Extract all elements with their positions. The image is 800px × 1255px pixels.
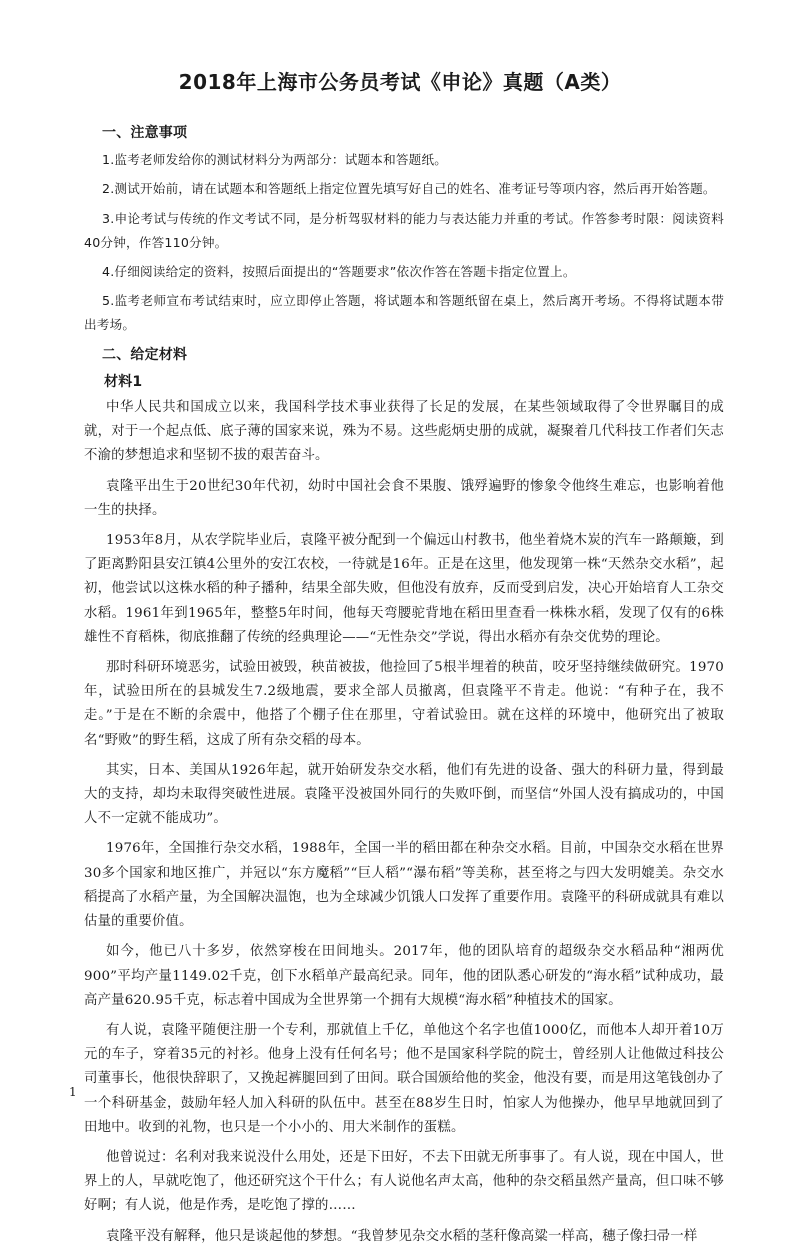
material-paragraph: 如今，他已八十多岁，依然穿梭在田间地头。2017年，他的团队培育的超级杂交水稻品种“湘两优900”平均产量1149.02千克，创下水稻单产最高纪录。同年，他的团队悉心研发的“海水稻”试种成功，最高产量620.95千克，标志着中国成为全世界第一个拥有大规模“海水稻”种植技术的国家。 [84, 944, 724, 1008]
notice-item-5: 5.监考老师宣布考试结束时，应立即停止答题，将试题本和答题纸留在桌上，然后离开考场。不得将试题本带出考场。 [84, 293, 724, 333]
material-paragraph: 他曾说过：名利对我来说没什么用处，还是下田好，不去下田就无所事事了。有人说，现在中国人，世界上的人，早就吃饱了，他还研究这个干什么；有人说他名声太高，他种的杂交稻虽然产量高，但口味不够好啊；有人说，他是作秀，是吃饱了撑的…… [84, 1149, 724, 1214]
notice-item-4: 4.仔细阅读给定的资料，按照后面提出的“答题要求”依次作答在答题卡指定位置上。 [102, 264, 576, 280]
notice-item-1: 1.监考老师发给你的测试材料分为两部分：试题本和答题纸。 [102, 152, 448, 168]
material-paragraph: 1953年8月，从农学院毕业后，袁隆平被分配到一个偏远山村教书，他坐着烧木炭的汽车一路颠簸，到了距离黔阳县安江镇4公里外的安江农校，一待就是16年。正是在这里，他发现第一株“天然杂交水稻”，起初，他尝试以这株水稻的种子播种，结果全部失败，但他没有放弃，反而受到启发，决心开始培育人工杂交水稻。1961年到1965年，整整5年时间，他每天弯腰驼背地在稻田里查看一株株水稻，发现了仅有的6株雄性不育稻株，彻底推翻了传统的经典理论——“无性杂交”学说，得出水稻亦有杂交优势的理论。 [84, 533, 724, 645]
material-paragraph: 有人说，袁隆平随便注册一个专利，那就值上千亿，单他这个名字也值1000亿，而他本人却开着10万元的车子，穿着35元的衬衫。他身上没有任何名号；他不是国家科学院的院士，曾经别人让他做过科技公司董事长，他很快辞职了，又挽起裤腿回到了田间。联合国颁给他的奖金，他没有要，而是用这笔钱创办了一个科研基金，鼓励年轻人加入科研的队伍中。甚至在88岁生日时，怕家人为他操办，他早早地就回到了田地中。收到的礼物，也只是一个小小的、用大米制作的蛋糕。 [84, 1022, 724, 1135]
page-number: 1 [69, 1085, 77, 1099]
section-heading-materials: 二、给定材料 [102, 346, 188, 363]
material-paragraph: 袁隆平出生于20世纪30年代初，幼时中国社会食不果腹、饿殍遍野的惨象令他终生难忘，也影响着他一生的抉择。 [84, 478, 724, 518]
notice-item-3: 3.申论考试与传统的作文考试不同，是分析驾驭材料的能力与表达能力并重的考试。作答参考时限：阅读资料40分钟，作答110分钟。 [84, 210, 724, 250]
material-paragraph: 中华人民共和国成立以来，我国科学技术事业获得了长足的发展，在某些领域取得了令世界瞩目的成就，对于一个起点低、底子薄的国家来说，殊为不易。这些彪炳史册的成就，凝聚着几代科技工作者们矢志不渝的梦想追求和坚韧不拔的艰苦奋斗。 [84, 400, 724, 464]
document-body [84, 118, 724, 1255]
section-heading-notice: 一、注意事项 [102, 125, 188, 141]
material-paragraph: 其实，日本、美国从1926年起，就开始研发杂交水稻，他们有先进的设备、强大的科研力量，得到最大的支持，却均未取得突破性进展。袁隆平没被国外同行的失败吓倒，而坚信“外国人没有搞成功的，中国人不一定就不能成功”。 [84, 762, 724, 827]
material-paragraph: 袁隆平没有解释，他只是谈起他的梦想。“我曾梦见杂交水稻的茎秆像高粱一样高，穗子像扫帚一样 [106, 1228, 698, 1244]
material-title: 材料1 [104, 373, 143, 390]
page-title: 2018年上海市公务员考试《申论》真题（A类） [178, 70, 622, 94]
notice-item-2: 2.测试开始前，请在试题本和答题纸上指定位置先填写好自己的姓名、准考证号等项内容，然后再开始答题。 [102, 181, 716, 197]
material-paragraph: 1976年，全国推行杂交水稻，1988年，全国一半的稻田都在种杂交水稻。目前，中国杂交水稻在世界30多个国家和地区推广，并冠以“东方魔稻”“巨人稻”“瀑布稻”等美称，甚至将之与四大发明媲美。杂交水稻提高了水稻产量，为全国解决温饱，也为全球减少饥饿人口发挥了重要作用。袁隆平的科研成就具有难以估量的重要价值。 [84, 841, 724, 930]
material-paragraph: 那时科研环境恶劣，试验田被毁，秧苗被拔，他捡回了5根半埋着的秧苗，咬牙坚持继续做研究。1970年，试验田所在的县城发生7.2级地震，要求全部人员撤离，但袁隆平不肯走。他说：“有种子在，我不走。”于是在不断的余震中，他搭了个棚子住在那里，守着试验田。就在这样的环境中，他研究出了被取名“野败”的野生稻，这成了所有杂交稻的母本。 [84, 660, 724, 748]
